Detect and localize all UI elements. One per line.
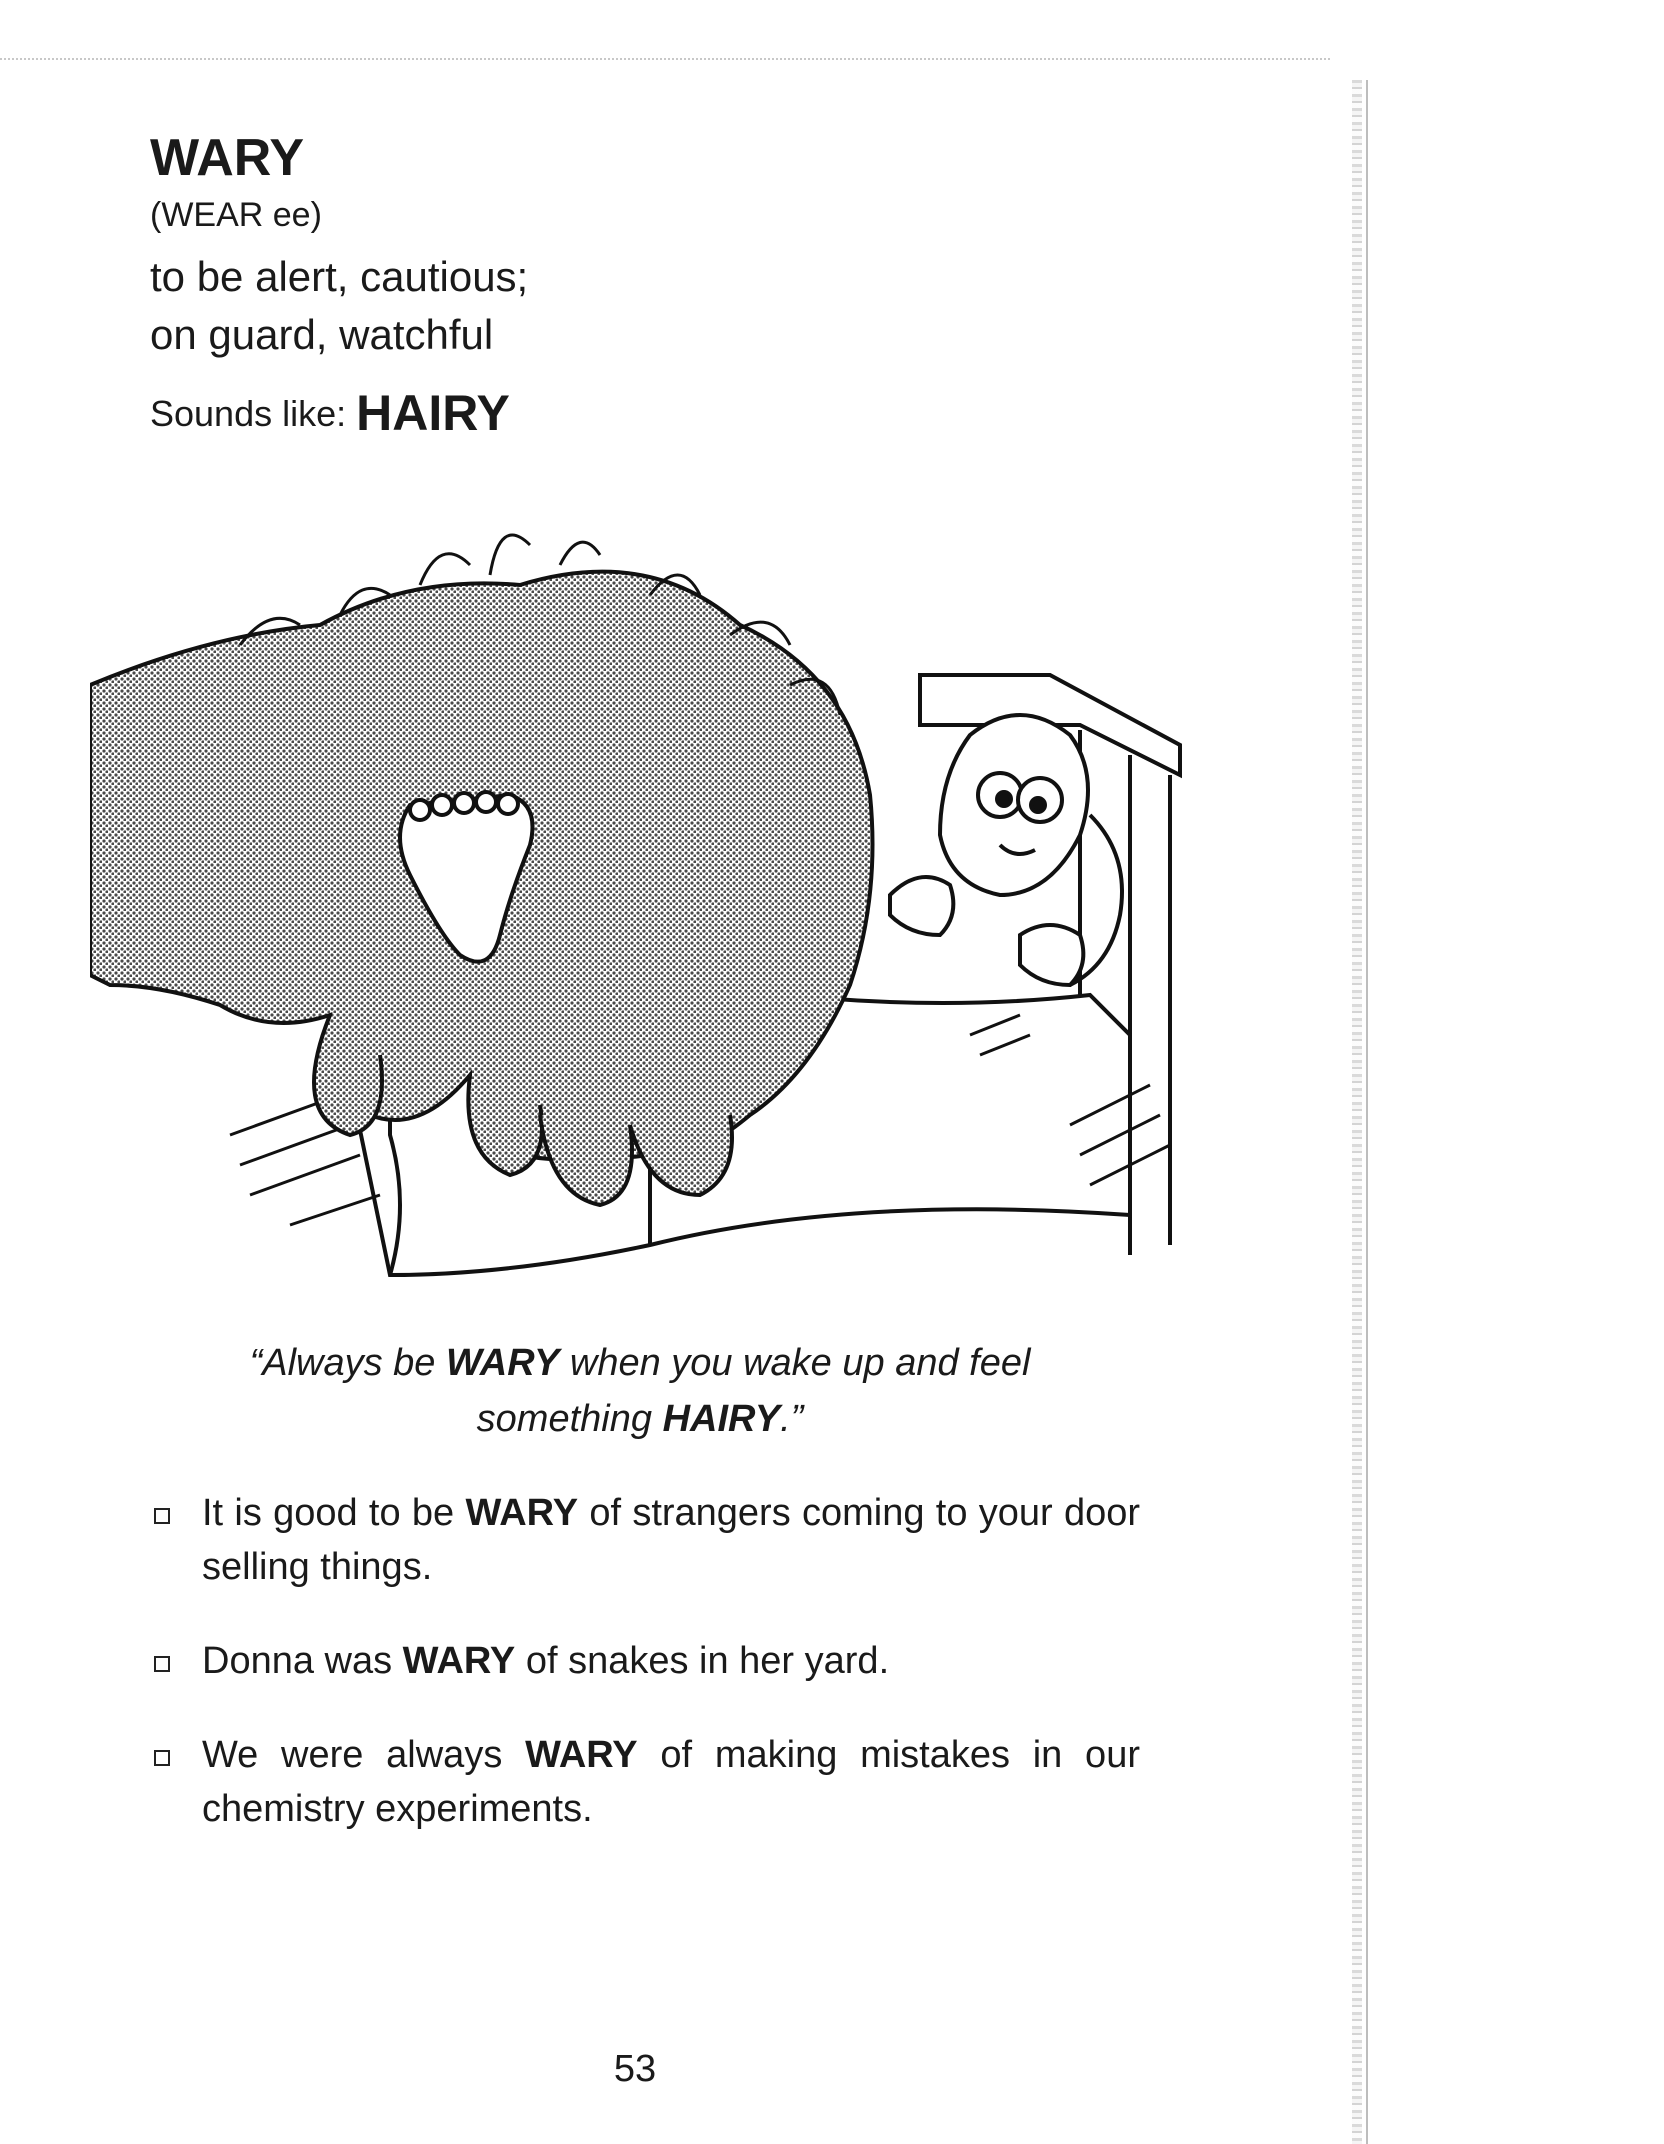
page-number: 53	[613, 2048, 657, 2090]
example-text: of making mistakes in our chemistry experiments.	[202, 1734, 1140, 1830]
checkbox-bullet-icon	[154, 1656, 170, 1672]
sounds-like	[150, 384, 510, 442]
top-scan-rule	[0, 58, 1330, 60]
example-text: Donna was	[202, 1640, 403, 1682]
example-word: WARY	[402, 1640, 516, 1682]
example-text: We were always	[202, 1734, 526, 1776]
caption-word-2: HAIRY	[662, 1398, 781, 1440]
binding-edge	[1352, 80, 1362, 2144]
caption-text-3: .”	[780, 1398, 804, 1440]
example-list	[150, 1486, 1140, 1876]
sounds-like-word: HAIRY	[356, 385, 510, 441]
example-word: WARY	[525, 1734, 638, 1776]
definition-line-1: to be alert, cautious;	[150, 253, 529, 300]
frightened-person	[890, 715, 1122, 985]
definition-line-2: on guard, watchful	[150, 311, 494, 358]
checkbox-bullet-icon	[154, 1508, 170, 1524]
caption-text-1: “Always be	[249, 1342, 446, 1384]
example-text: of strangers coming to your door selling things.	[202, 1492, 1141, 1588]
example-text: It is good to be	[202, 1492, 466, 1534]
example-text: of snakes in her yard.	[515, 1640, 890, 1682]
definition	[150, 248, 950, 364]
cartoon-hairy-monster-bed-icon	[90, 515, 1200, 1305]
checkbox-bullet-icon	[154, 1750, 170, 1766]
sounds-like-label: Sounds like:	[150, 393, 347, 434]
caption-word-1: WARY	[445, 1342, 560, 1384]
example-item	[150, 1486, 1140, 1594]
caption	[190, 1335, 1090, 1447]
example-item	[150, 1634, 1140, 1688]
example-item	[150, 1728, 1140, 1836]
binding-edge-line	[1366, 80, 1368, 2144]
headword: WARY	[150, 129, 305, 187]
pronunciation: (WEAR ee)	[150, 196, 322, 234]
caption-text-2: when you wake up and feel something	[476, 1342, 1031, 1440]
example-word: WARY	[465, 1492, 579, 1534]
